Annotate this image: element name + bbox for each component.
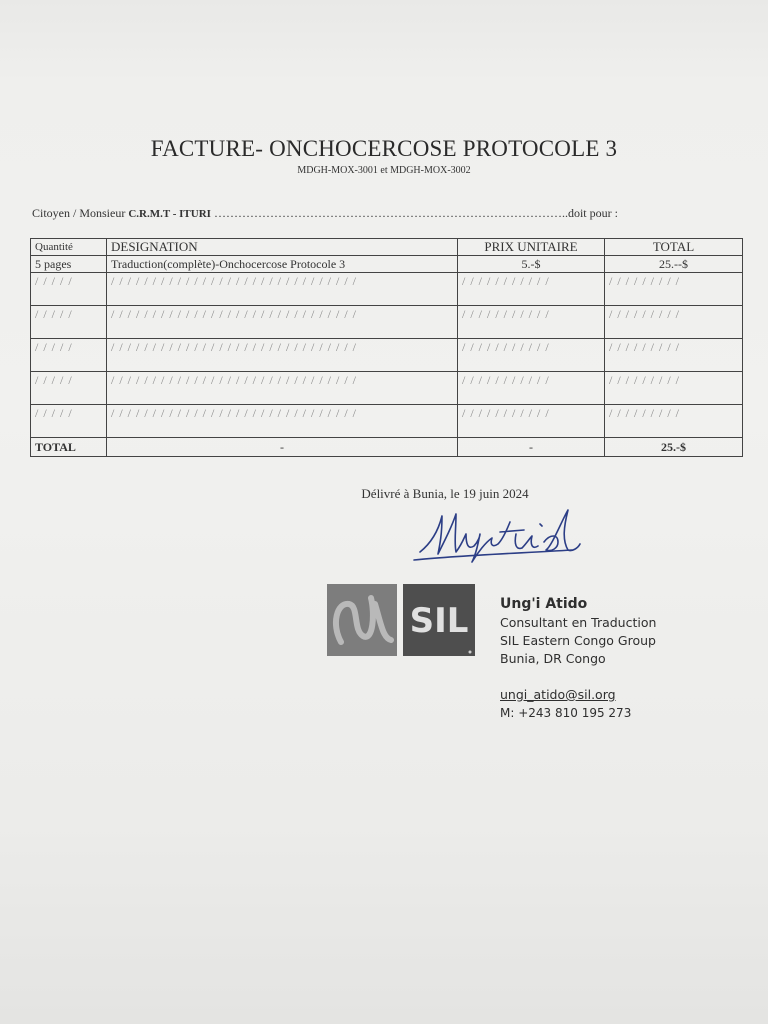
filler-unit-price: / / / / / / / / / / /	[458, 273, 605, 306]
filler-row	[31, 273, 743, 306]
filler-total: / / / / / / / / /	[605, 339, 743, 372]
filler-row	[31, 372, 743, 405]
contact-block	[500, 594, 656, 722]
filler-unit-price: / / / / / / / / / / /	[458, 339, 605, 372]
filler-designation: / / / / / / / / / / / / / / / / / / / / / / / / / / / / / /	[107, 405, 458, 438]
filler-designation: / / / / / / / / / / / / / / / / / / / / / / / / / / / / / /	[107, 273, 458, 306]
client-prefix: Citoyen / Monsieur	[32, 206, 126, 220]
filler-designation: / / / / / / / / / / / / / / / / / / / / / / / / / / / / / /	[107, 306, 458, 339]
filler-unit-price: / / / / / / / / / / /	[458, 306, 605, 339]
total-designation: -	[107, 438, 458, 457]
sil-logo	[327, 584, 477, 663]
filler-total: / / / / / / / / /	[605, 405, 743, 438]
row-quantity: 5 pages	[31, 256, 107, 273]
filler-quantity: / / / / /	[31, 372, 107, 405]
row-total: 25.--$	[605, 256, 743, 273]
dotted-leader: ……………………………………………………………………………..	[213, 206, 568, 220]
handwritten-signature	[412, 504, 582, 573]
filler-quantity: / / / / /	[31, 405, 107, 438]
total-row	[31, 438, 743, 457]
sil-logo-text: SIL	[409, 601, 469, 641]
client-line	[32, 206, 744, 221]
filler-row	[31, 306, 743, 339]
row-unit-price: 5.-$	[458, 256, 605, 273]
filler-quantity: / / / / /	[31, 306, 107, 339]
header-total: TOTAL	[605, 239, 743, 256]
contact-email-link[interactable]: ungi_atido@sil.org	[500, 687, 616, 702]
contact-location: Bunia, DR Congo	[500, 651, 606, 666]
filler-total: / / / / / / / / /	[605, 273, 743, 306]
table-row	[31, 256, 743, 273]
filler-quantity: / / / / /	[31, 273, 107, 306]
row-designation: Traduction(complète)-Onchocercose Protocole 3	[107, 256, 458, 273]
client-suffix: doit pour :	[567, 206, 618, 220]
contact-phone: M: +243 810 195 273	[500, 706, 632, 720]
filler-row	[31, 405, 743, 438]
contact-role: Consultant en Traduction	[500, 615, 657, 630]
filler-quantity: / / / / /	[31, 339, 107, 372]
header-quantity: Quantité	[31, 239, 107, 256]
filler-designation: / / / / / / / / / / / / / / / / / / / / / / / / / / / / / /	[107, 339, 458, 372]
contact-name: Ung'i Atido	[500, 596, 588, 612]
invoice-table	[30, 238, 743, 457]
filler-row	[31, 339, 743, 372]
filler-unit-price: / / / / / / / / / / /	[458, 372, 605, 405]
client-name: C.R.M.T - ITURI	[128, 208, 211, 220]
header-unit-price: PRIX UNITAIRE	[458, 239, 605, 256]
delivery-place-date: Délivré à Bunia, le 19 juin 2024	[361, 486, 529, 501]
total-amount: 25.-$	[605, 438, 743, 457]
table-header-row	[31, 239, 743, 256]
filler-unit-price: / / / / / / / / / / /	[458, 405, 605, 438]
protocol-references: MDGH-MOX-3001 et MDGH-MOX-3002	[297, 165, 471, 176]
filler-total: / / / / / / / / /	[605, 372, 743, 405]
filler-designation: / / / / / / / / / / / / / / / / / / / / / / / / / / / / / /	[107, 372, 458, 405]
header-designation: DESIGNATION	[107, 239, 458, 256]
total-unit-price: -	[458, 438, 605, 457]
invoice-title: FACTURE- ONCHOCERCOSE PROTOCOLE 3	[150, 136, 618, 161]
total-label: TOTAL	[31, 438, 107, 457]
filler-total: / / / / / / / / /	[605, 306, 743, 339]
contact-group: SIL Eastern Congo Group	[500, 633, 656, 648]
